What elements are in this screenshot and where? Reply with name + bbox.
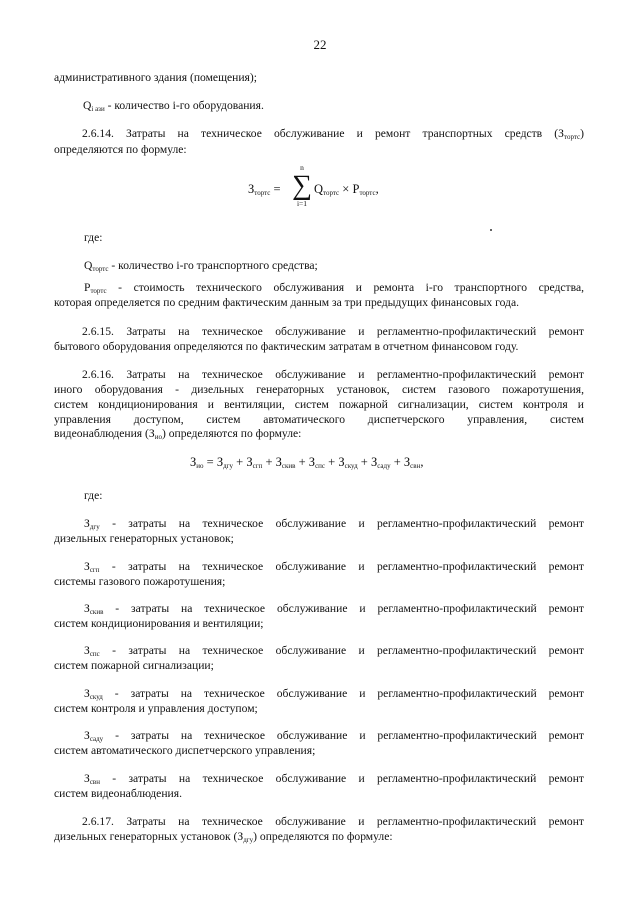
text-line: систем кондиционирования и вентиляции, систем пожарной сигнализации, систем контроля и <box>54 398 584 411</box>
definition-line: $З_{спс}$ - затраты на техническое обслуживание и регламентно-профилактический ремонт <box>84 644 584 658</box>
text-line: административного здания (помещения); <box>54 71 257 84</box>
paragraph-2-6-16-line: 2.6.16. Затраты на техническое обслуживание и регламентно-профилактический ремонт <box>82 368 584 381</box>
definition-line: $З_{сгп}$ - затраты на техническое обслуживание и регламентно-профилактический ремонт <box>84 560 584 574</box>
text-line: которая определяется по средним фактическим данным за три предыдущих финансовых года. <box>54 296 519 309</box>
paragraph-2-6-14-line: 2.6.14. Затраты на техническое обслуживание и ремонт транспортных средств $(З_{тортс})$ <box>82 127 584 141</box>
text-line: где: <box>84 489 103 502</box>
definition-line: систем кондиционирования и вентиляции; <box>54 617 264 630</box>
paragraph-2-6-17-line: 2.6.17. Затраты на техническое обслуживание и регламентно-профилактический ремонт <box>82 815 584 828</box>
sigma-icon: ∑ <box>292 170 312 201</box>
definition-line: $З_{скив}$ - затраты на техническое обслуживание и регламентно-профилактический ремонт <box>84 602 584 616</box>
page-number: 22 <box>313 37 327 52</box>
definition-line: систем видеонаблюдения. <box>54 787 182 800</box>
text-line: иного оборудования - дизельных генераторных установок, систем газового пожаротушения, <box>54 383 584 396</box>
formula-tortc-terms: $Q_{тортс} \times P_{тортс}$, <box>314 182 379 197</box>
text-line: где: <box>84 231 103 244</box>
text-line <box>83 98 264 113</box>
definition-line: $З_{саду}$ - затраты на техническое обслуживание и регламентно-профилактический ремонт <box>84 729 584 743</box>
symbol: Q <box>83 99 92 112</box>
text-line: дизельных генераторных установок $(З_{дгу})$ определяются по формуле: <box>54 830 393 844</box>
definition-line: систем автоматического диспетчерского управления; <box>54 744 316 757</box>
paragraph-2-6-15-line: 2.6.15. Затраты на техническое обслуживание и регламентно-профилактический ремонт <box>82 325 584 338</box>
definition-line: систем контроля и управления доступом; <box>54 702 258 715</box>
text-line: определяются по формуле: <box>54 143 187 156</box>
text-line: бытового оборудования определяются по фактическим затратам в отчетном финансовом году. <box>54 340 519 353</box>
definition-line: $З_{дгу}$ - затраты на техническое обслуживание и регламентно-профилактический ремонт <box>84 517 584 531</box>
definition-line: дизельных генераторных установок; <box>54 532 234 545</box>
dot-mark <box>490 229 492 231</box>
text-line: $Q_{тортс}$ - количество i-го транспортного средства; <box>84 259 318 273</box>
text-line: управления доступом, систем автоматического диспетчерского управления, систем <box>54 413 584 426</box>
definition-line: системы газового пожаротушения; <box>54 575 226 588</box>
sum-sign: n ∑ i=1 <box>290 164 314 208</box>
formula-io: $З_{ио} = З_{дгу} + З_{сгп} + З_{скив} + З_{спс} + З_{скуд} + З_{саду} + З_{свн}$, <box>190 455 424 470</box>
definition-line: $З_{скуд}$ - затраты на техническое обслуживание и регламентно-профилактический ремонт <box>84 687 584 701</box>
text-line: видеонаблюдения $(З_{ио})$ определяются по формуле: <box>54 427 302 441</box>
definition-line: $З_{свн}$ - затраты на техническое обслуживание и регламентно-профилактический ремонт <box>84 772 584 786</box>
subscript: i ази <box>91 105 105 113</box>
definition-line: систем пожарной сигнализации; <box>54 659 214 672</box>
text-line: $P_{тортс}$ - стоимость технического обслуживания и ремонта i-го транспортного средства, <box>84 281 584 295</box>
formula-tortc: $З_{тортс}$ = <box>248 182 281 197</box>
text: - количество i-го оборудования. <box>107 99 264 112</box>
